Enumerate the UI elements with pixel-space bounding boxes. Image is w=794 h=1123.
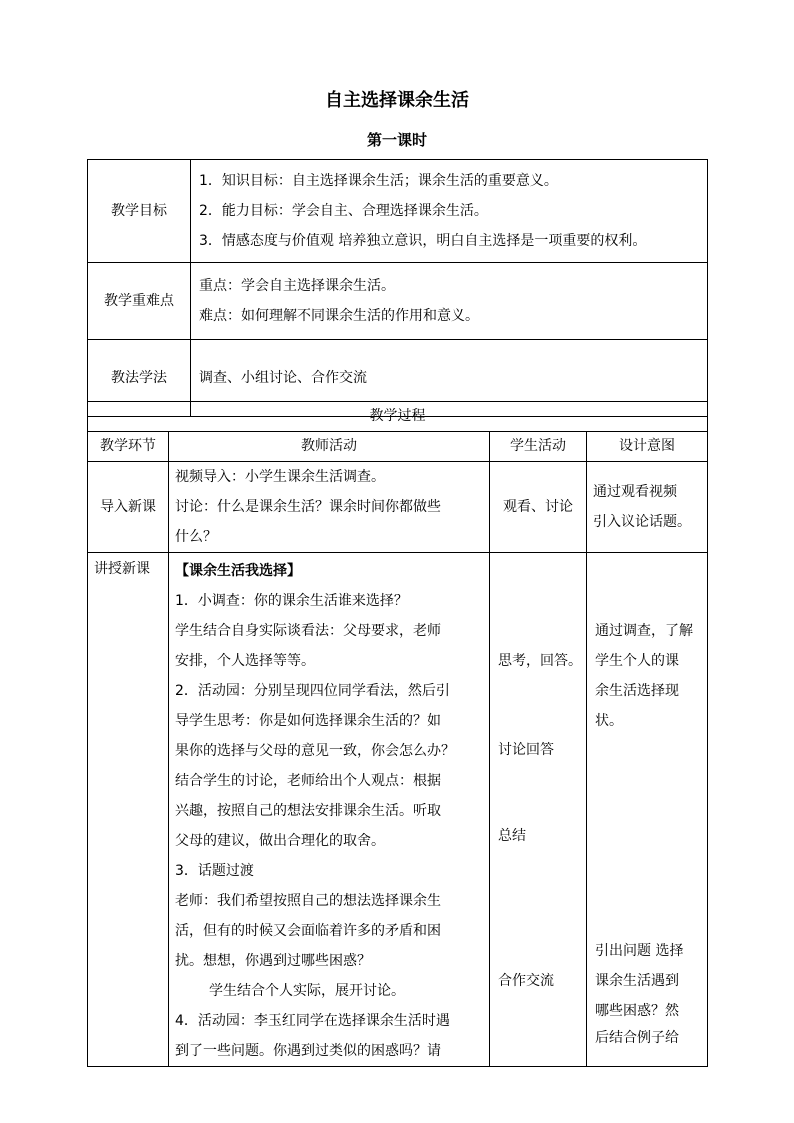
stage-new-lesson: 讲授新课 <box>88 553 169 1067</box>
text-line: 引入议论话题。 <box>593 514 691 530</box>
goals-label: 教学目标 <box>88 160 191 263</box>
text-line: 2．活动园：分别呈现四位同学看法，然后引 <box>175 683 450 699</box>
text-line: 安排，个人选择等等。 <box>175 653 315 669</box>
student-activity-line: 思考，回答。 <box>498 653 582 669</box>
text-line: 兴趣，按照自己的想法安排课余生活。听取 <box>175 803 441 819</box>
text-line: 什么？ <box>175 529 217 545</box>
text-line: 视频导入：小学生课余生活调查。 <box>175 469 385 485</box>
text-line: 活，但有的时候又会面临着许多的矛盾和困 <box>175 923 441 939</box>
intent-new <box>587 553 708 1067</box>
text-line: 父母的建议，做出合理化的取舍。 <box>175 833 385 849</box>
intent-line: 引出问题 选择 <box>595 943 684 959</box>
student-activity-intro: 观看、讨论 <box>490 462 587 553</box>
goals-cell <box>191 160 708 263</box>
intent-line: 后结合例子给 <box>595 1030 679 1046</box>
goal-line: 3．情感态度与价值观 培养独立意识，明白自主选择是一项重要的权利。 <box>199 233 647 249</box>
col-header-intent: 设计意图 <box>587 432 708 462</box>
text-line: 通过观看视频 <box>593 484 677 500</box>
objectives-table <box>87 159 708 417</box>
text-line: 结合学生的讨论，老师给出个人观点：根据 <box>175 773 441 789</box>
key-points-cell <box>191 263 708 340</box>
col-header-stage: 教学环节 <box>88 432 169 462</box>
text-line: 老师：我们希望按照自己的想法选择课余生 <box>175 893 441 909</box>
student-activity-line: 总结 <box>498 828 526 844</box>
method-label: 教法学法 <box>88 340 191 417</box>
text-line: 导学生思考：你是如何选择课余生活的？如 <box>175 713 441 729</box>
section-heading: 【课余生活我选择】 <box>175 563 301 579</box>
intent-line: 状。 <box>595 713 623 729</box>
text-line: 到了一些问题。你遇到过类似的困惑吗？请 <box>175 1043 441 1059</box>
intent-line: 哪些困惑？然 <box>595 1003 679 1019</box>
lesson-subtitle: 第一课时 <box>366 131 427 149</box>
text-line: 扰。想想，你遇到过哪些困惑？ <box>175 953 371 969</box>
stage-intro: 导入新课 <box>88 462 169 553</box>
teacher-activity-intro <box>169 462 490 553</box>
goal-line: 1．知识目标：自主选择课余生活；课余生活的重要意义。 <box>199 173 558 189</box>
student-activity-line: 合作交流 <box>498 973 554 989</box>
student-activity-line: 讨论回答 <box>498 742 554 758</box>
text-line: 果你的选择与父母的意见一致，你会怎么办？ <box>175 743 455 759</box>
text-line: 讨论：什么是课余生活？课余时间你都做些 <box>175 499 441 515</box>
teacher-activity-new <box>169 553 490 1067</box>
text-line: 3．话题过渡 <box>175 863 254 879</box>
intent-line: 通过调查，了解 <box>595 623 693 639</box>
key-points-label: 教学重难点 <box>88 263 191 340</box>
intent-line: 余生活选择现 <box>595 683 679 699</box>
teaching-process-table <box>87 401 708 1067</box>
intent-line: 课余生活遇到 <box>595 973 679 989</box>
document-title: 自主选择课余生活 <box>325 90 469 111</box>
method-text: 调查、小组讨论、合作交流 <box>199 370 367 386</box>
key-point-line: 难点：如何理解不同课余生活的作用和意义。 <box>199 308 479 324</box>
student-activity-new <box>490 553 587 1067</box>
intent-intro <box>587 462 708 553</box>
goal-line: 2．能力目标：学会自主、合理选择课余生活。 <box>199 203 488 219</box>
text-line: 1．小调查：你的课余生活谁来选择？ <box>175 593 408 609</box>
text-line: 4．活动园：李玉红同学在选择课余生活时遇 <box>175 1013 450 1029</box>
text-line: 学生结合个人实际，展开讨论。 <box>209 983 405 999</box>
col-header-teacher: 教师活动 <box>169 432 490 462</box>
col-header-student: 学生活动 <box>490 432 587 462</box>
process-header: 教学过程 <box>88 402 708 432</box>
intent-line: 学生个人的课 <box>595 653 679 669</box>
key-point-line: 重点：学会自主选择课余生活。 <box>199 278 395 294</box>
text-line: 学生结合自身实际谈看法：父母要求，老师 <box>175 623 441 639</box>
